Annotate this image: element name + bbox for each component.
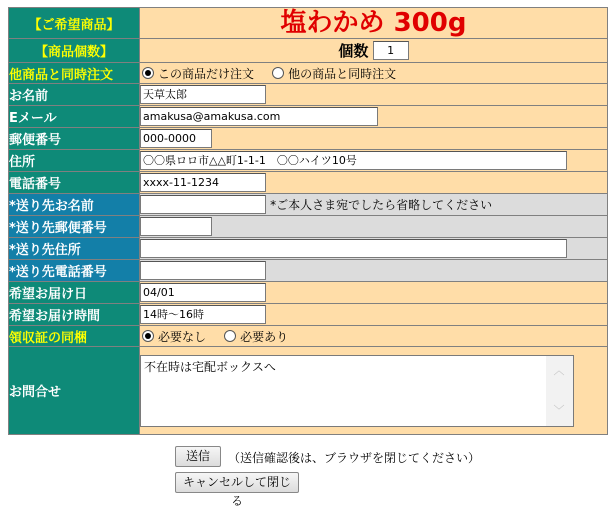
name-input[interactable]: 天草太郎 <box>140 85 266 104</box>
zip-label: 郵便番号 <box>9 128 140 150</box>
send-button[interactable]: 送信 <box>175 446 221 467</box>
address-cell <box>140 150 608 172</box>
ship-address-input[interactable] <box>140 239 567 258</box>
inquiry-label: お問合せ <box>9 347 140 435</box>
date-cell <box>140 282 608 304</box>
zip-input[interactable]: 000-0000 <box>140 129 212 148</box>
zip-cell <box>140 128 608 150</box>
radio-receipt-no[interactable] <box>142 330 154 342</box>
radio-with-other-label: 他の商品と同時注文 <box>288 66 397 81</box>
send-note: （送信確認後は、ブラウザを閉じてください） <box>228 451 481 465</box>
radio-this-only-label: この商品だけ注文 <box>158 66 255 81</box>
address-label: 住所 <box>9 150 140 172</box>
ship-zip-label: *送り先郵便番号 <box>9 216 140 238</box>
ship-tel-cell <box>140 260 608 282</box>
inquiry-cell <box>140 347 608 435</box>
time-label: 希望お届け時間 <box>9 304 140 326</box>
order-form-table <box>8 7 608 435</box>
ship-name-note: *ご本人さま宛でしたら省略してください <box>270 198 493 212</box>
tel-cell <box>140 172 608 194</box>
ship-name-label: *送り先お名前 <box>9 194 140 216</box>
address-input[interactable]: 〇〇県ロロ市△△町1-1-1 〇〇ハイツ10号 <box>140 151 567 170</box>
ship-tel-label: *送り先電話番号 <box>9 260 140 282</box>
name-cell <box>140 84 608 106</box>
name-label: お名前 <box>9 84 140 106</box>
date-input[interactable]: 04/01 <box>140 283 266 302</box>
receipt-label: 領収証の同梱 <box>9 326 140 347</box>
ship-name-input[interactable] <box>140 195 266 214</box>
radio-with-other[interactable] <box>272 67 284 79</box>
receipt-cell <box>140 326 608 347</box>
email-cell <box>140 106 608 128</box>
radio-receipt-yes-label: 必要あり <box>240 329 289 344</box>
ship-zip-cell <box>140 216 608 238</box>
inquiry-textarea[interactable] <box>140 355 574 427</box>
email-input[interactable]: amakusa@amakusa.com <box>140 107 378 126</box>
email-label: Eメール <box>9 106 140 128</box>
ship-zip-input[interactable] <box>140 217 212 236</box>
tel-input[interactable]: xxxx-11-1234 <box>140 173 266 192</box>
ship-tel-input[interactable] <box>140 261 266 280</box>
other-order-cell <box>140 63 608 84</box>
cancel-close-button[interactable]: キャンセルして閉じる <box>175 472 299 493</box>
qty-label: 【商品個数】 <box>9 39 140 63</box>
ship-address-cell <box>140 238 608 260</box>
time-input[interactable]: 14時～16時 <box>140 305 266 324</box>
radio-receipt-yes[interactable] <box>224 330 236 342</box>
product-label: 【ご希望商品】 <box>9 8 140 39</box>
product-name: 塩わかめ 300g <box>280 8 467 38</box>
radio-receipt-no-label: 必要なし <box>158 329 207 344</box>
inquiry-text: 不在時は宅配ボックスへ <box>144 359 276 374</box>
ship-address-label: *送り先住所 <box>9 238 140 260</box>
product-cell <box>140 8 608 39</box>
other-order-label: 他商品と同時注文 <box>9 63 140 84</box>
scroll-down-icon[interactable]: ﹀ <box>553 403 565 417</box>
qty-cell <box>140 39 608 63</box>
radio-this-only[interactable] <box>142 67 154 79</box>
qty-input[interactable]: 1 <box>373 41 409 60</box>
scroll-up-icon[interactable]: ︿ <box>553 363 565 377</box>
textarea-scrollbar[interactable] <box>546 356 573 426</box>
qty-text: 個数 <box>338 42 369 60</box>
date-label: 希望お届け日 <box>9 282 140 304</box>
time-cell <box>140 304 608 326</box>
ship-name-cell <box>140 194 608 216</box>
tel-label: 電話番号 <box>9 172 140 194</box>
